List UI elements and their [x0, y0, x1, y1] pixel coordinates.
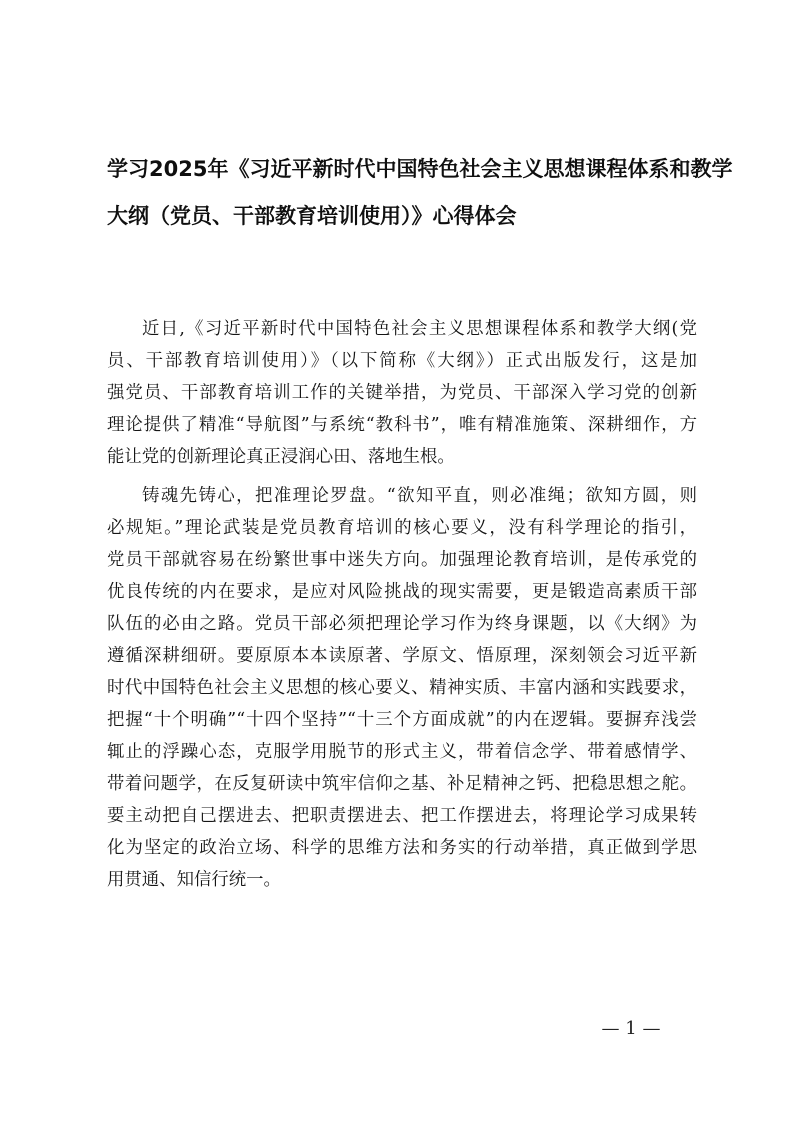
- title-line: 学习2025年《习近平新时代中国特色社会主义思想课程体系和教学: [107, 157, 733, 181]
- text-line: 把握“十个明确”“十四个坚持”“十三个方面成就”的内在逻辑。要摒弃浅尝: [107, 710, 697, 730]
- text-line: 辄止的浮躁心态，克服学用脱节的形式主义，带着信念学、带着感情学、: [107, 742, 697, 762]
- text-line: 党员干部就容易在纷繁世事中迷失方向。加强理论教育培训，是传承党的: [107, 550, 697, 570]
- document-body: [107, 313, 697, 896]
- text-line: 时代中国特色社会主义思想的核心要义、精神实质、丰富内涵和实践要求，: [107, 678, 697, 698]
- text-line: 近日,《习近平新时代中国特色社会主义思想课程体系和教学大纲(党: [142, 319, 697, 339]
- text-line: 必规矩。”理论武装是党员教育培训的核心要义，没有科学理论的指引，: [107, 518, 697, 538]
- document-title: [107, 146, 733, 240]
- text-line: 理论提供了精准“导航图”与系统“教科书”，唯有精准施策、深耕细作，方: [107, 415, 697, 435]
- text-line: 遵循深耕细研。要原原本本读原著、学原文、悟原理，深刻领会习近平新: [107, 646, 697, 666]
- text-line: 优良传统的内在要求，是应对风险挑战的现实需要，更是锻造高素质干部: [107, 582, 697, 602]
- title-line: 大纲（党员、干部教育培训使用）》心得体会: [107, 204, 517, 228]
- paragraph-1: [107, 313, 697, 473]
- text-line: 化为坚定的政治立场、科学的思维方法和务实的行动举措，真正做到学思: [107, 838, 697, 858]
- text-line: 队伍的必由之路。党员干部必须把理论学习作为终身课题，以《大纲》为: [107, 614, 697, 634]
- page-number: — 1 —: [601, 1018, 661, 1039]
- text-line: 强党员、干部教育培训工作的关键举措，为党员、干部深入学习党的创新: [107, 383, 697, 403]
- text-line: 要主动把自己摆进去、把职责摆进去、把工作摆进去，将理论学习成果转: [107, 806, 697, 826]
- paragraph-2: [107, 480, 697, 896]
- text-line: 员、干部教育培训使用）》（以下简称《大纲》）正式出版发行，这是加: [107, 351, 697, 371]
- text-line: 铸魂先铸心，把准理论罗盘。“欲知平直，则必准绳；欲知方圆，则: [142, 486, 697, 506]
- text-line: 带着问题学，在反复研读中筑牢信仰之基、补足精神之钙、把稳思想之舵。: [107, 774, 697, 794]
- text-line: 能让党的创新理论真正浸润心田、落地生根。: [107, 447, 455, 467]
- text-line: 用贯通、知信行统一。: [107, 870, 281, 890]
